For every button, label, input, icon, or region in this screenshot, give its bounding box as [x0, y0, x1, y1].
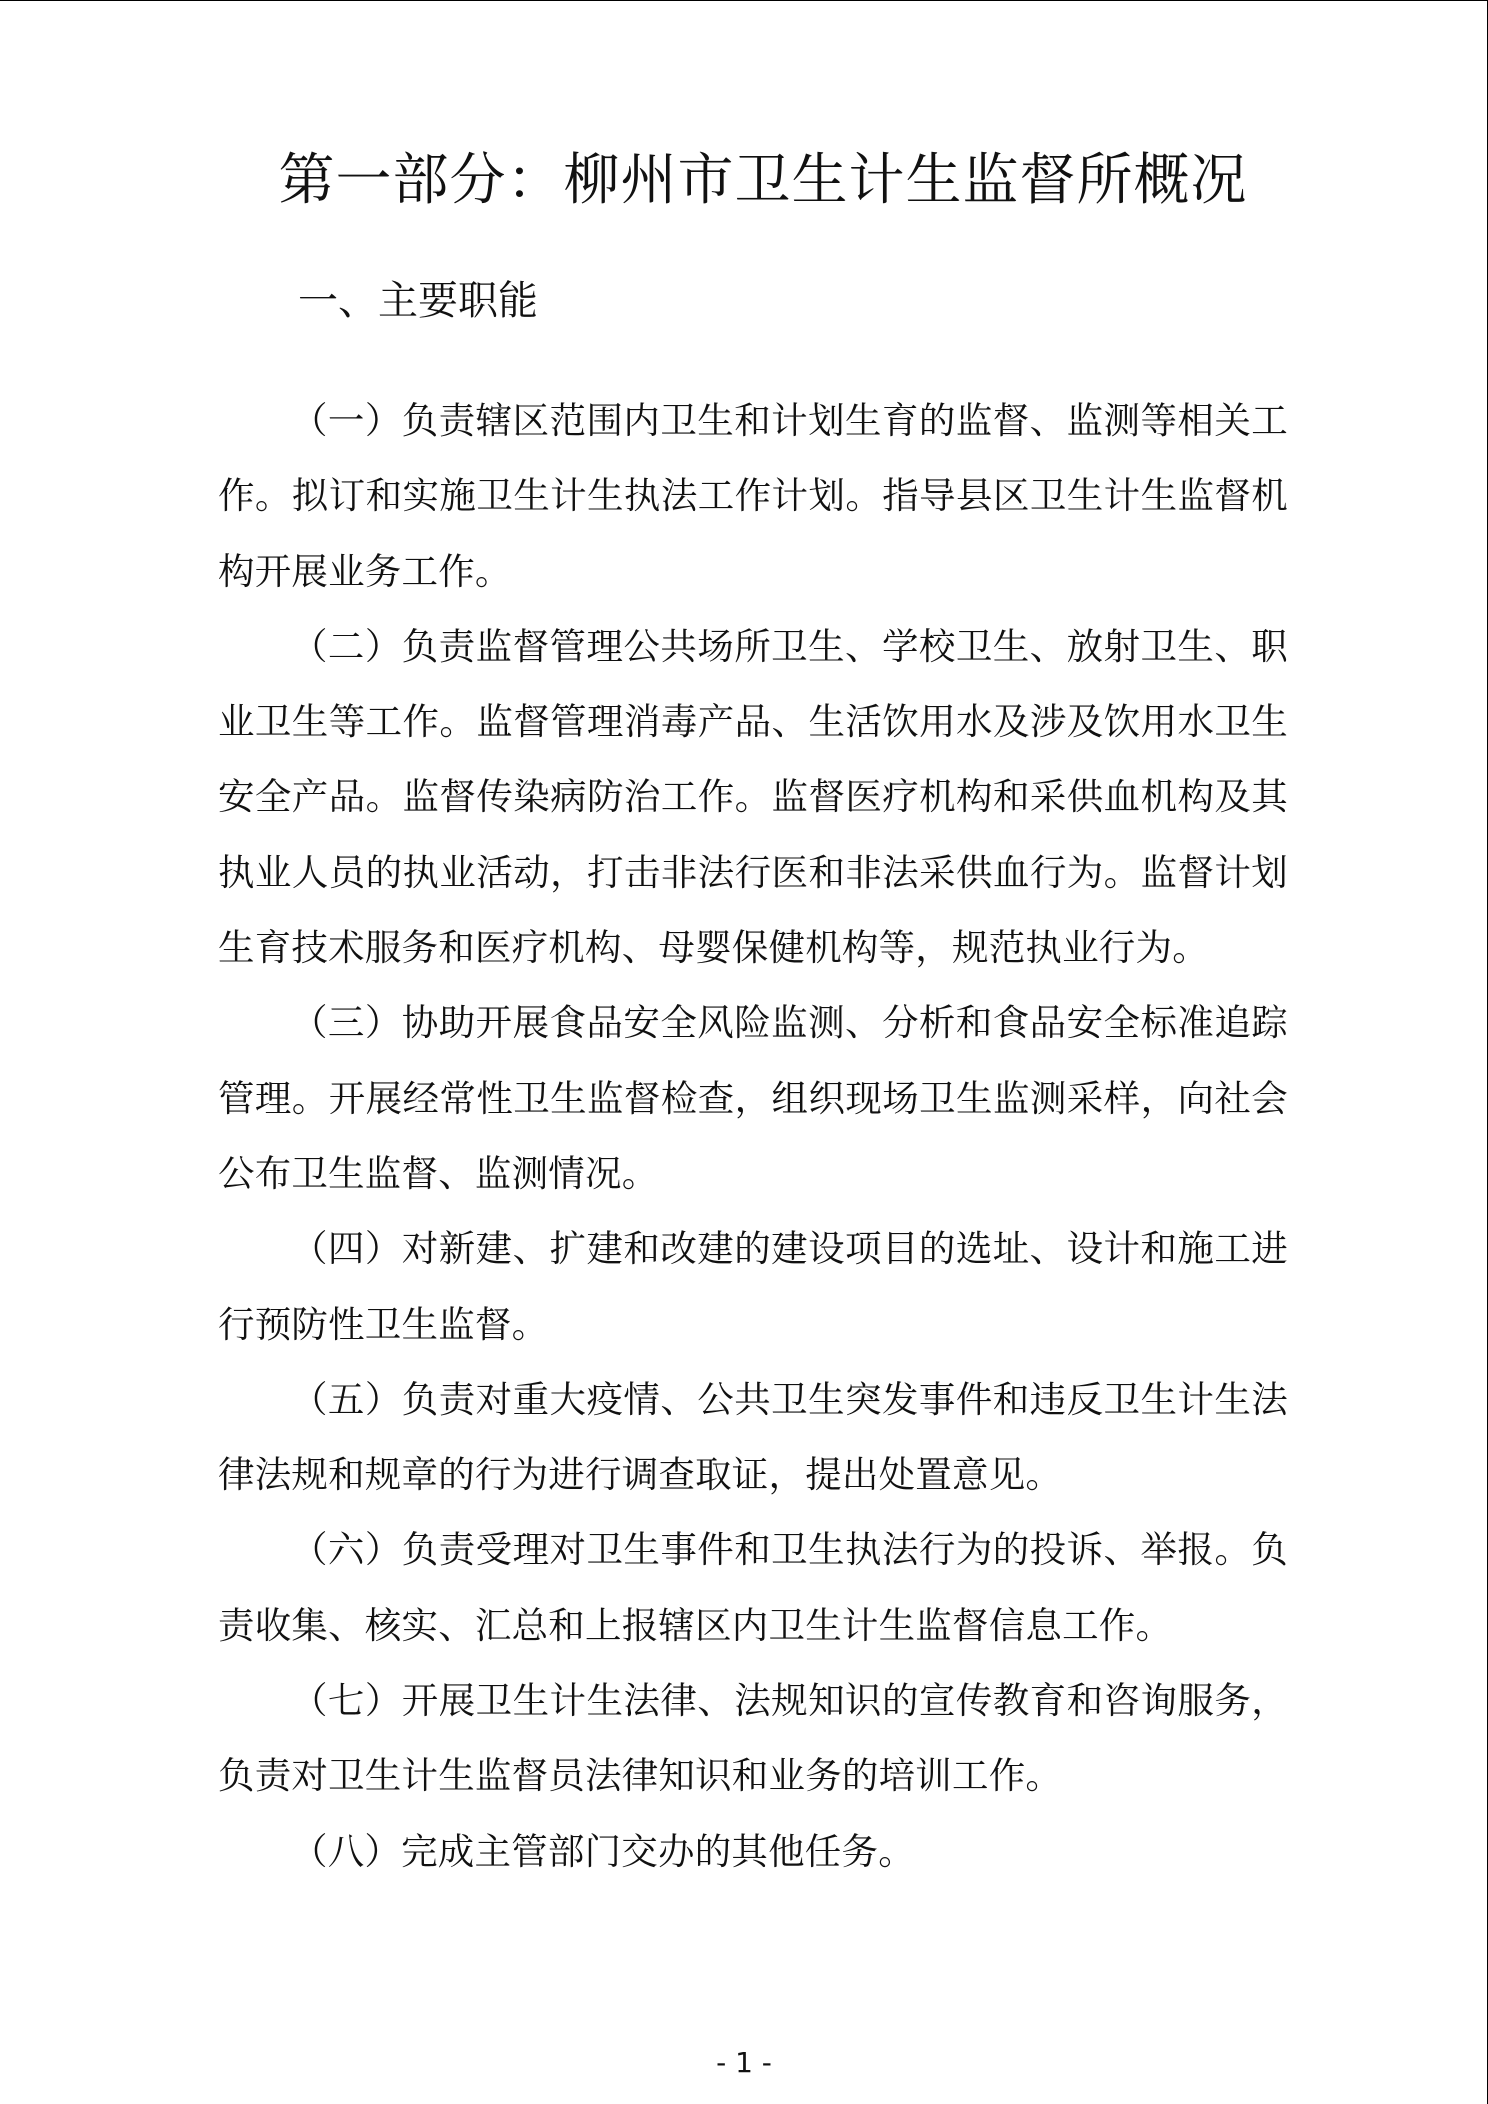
page-title: 第一部分：柳州市卫生计生监督所概况 [278, 148, 1248, 213]
body-text [218, 383, 1288, 1889]
section-heading: 一、主要职能 [298, 278, 538, 324]
page-number: - 1 - [716, 2046, 772, 2079]
paragraph-duty-6: （六）负责受理对卫生事件和卫生执法行为的投诉、举报。负责收集、核实、汇总和上报辖区内卫生计生监督信息工作。 [218, 1528, 1288, 1647]
paragraph-duty-5: （五）负责对重大疫情、公共卫生突发事件和违反卫生计生法律法规和规章的行为进行调查取证，提出处置意见。 [218, 1377, 1288, 1497]
paragraph-duty-7: （七）开展卫生计生法律、法规知识的宣传教育和咨询服务，负责对卫生计生监督员法律知识和业务的培训工作。 [218, 1679, 1288, 1798]
paragraph-duty-3: （三）协助开展食品安全风险监测、分析和食品安全标准追踪管理。开展经常性卫生监督检查，组织现场卫生监测采样，向社会公布卫生监督、监测情况。 [218, 1001, 1288, 1195]
paragraph-duty-2: （二）负责监督管理公共场所卫生、学校卫生、放射卫生、职业卫生等工作。监督管理消毒产品、生活饮用水及涉及饮用水卫生安全产品。监督传染病防治工作。监督医疗机构和采供血机构及其执业人员的执业活动，打击非法行医和非法采供血行为。监督计划生育技术服务和医疗机构、母婴保健机构等，规范执业行为。 [218, 624, 1288, 970]
paragraph-duty-1: （一）负责辖区范围内卫生和计划生育的监督、监测等相关工作。拟订和实施卫生计生执法工作计划。指导县区卫生计生监督机构开展业务工作。 [218, 399, 1288, 593]
paragraph-duty-8: （八）完成主管部门交办的其他任务。 [291, 1829, 915, 1873]
paragraph-duty-4: （四）对新建、扩建和改建的建设项目的选址、设计和施工进行预防性卫生监督。 [218, 1227, 1288, 1346]
